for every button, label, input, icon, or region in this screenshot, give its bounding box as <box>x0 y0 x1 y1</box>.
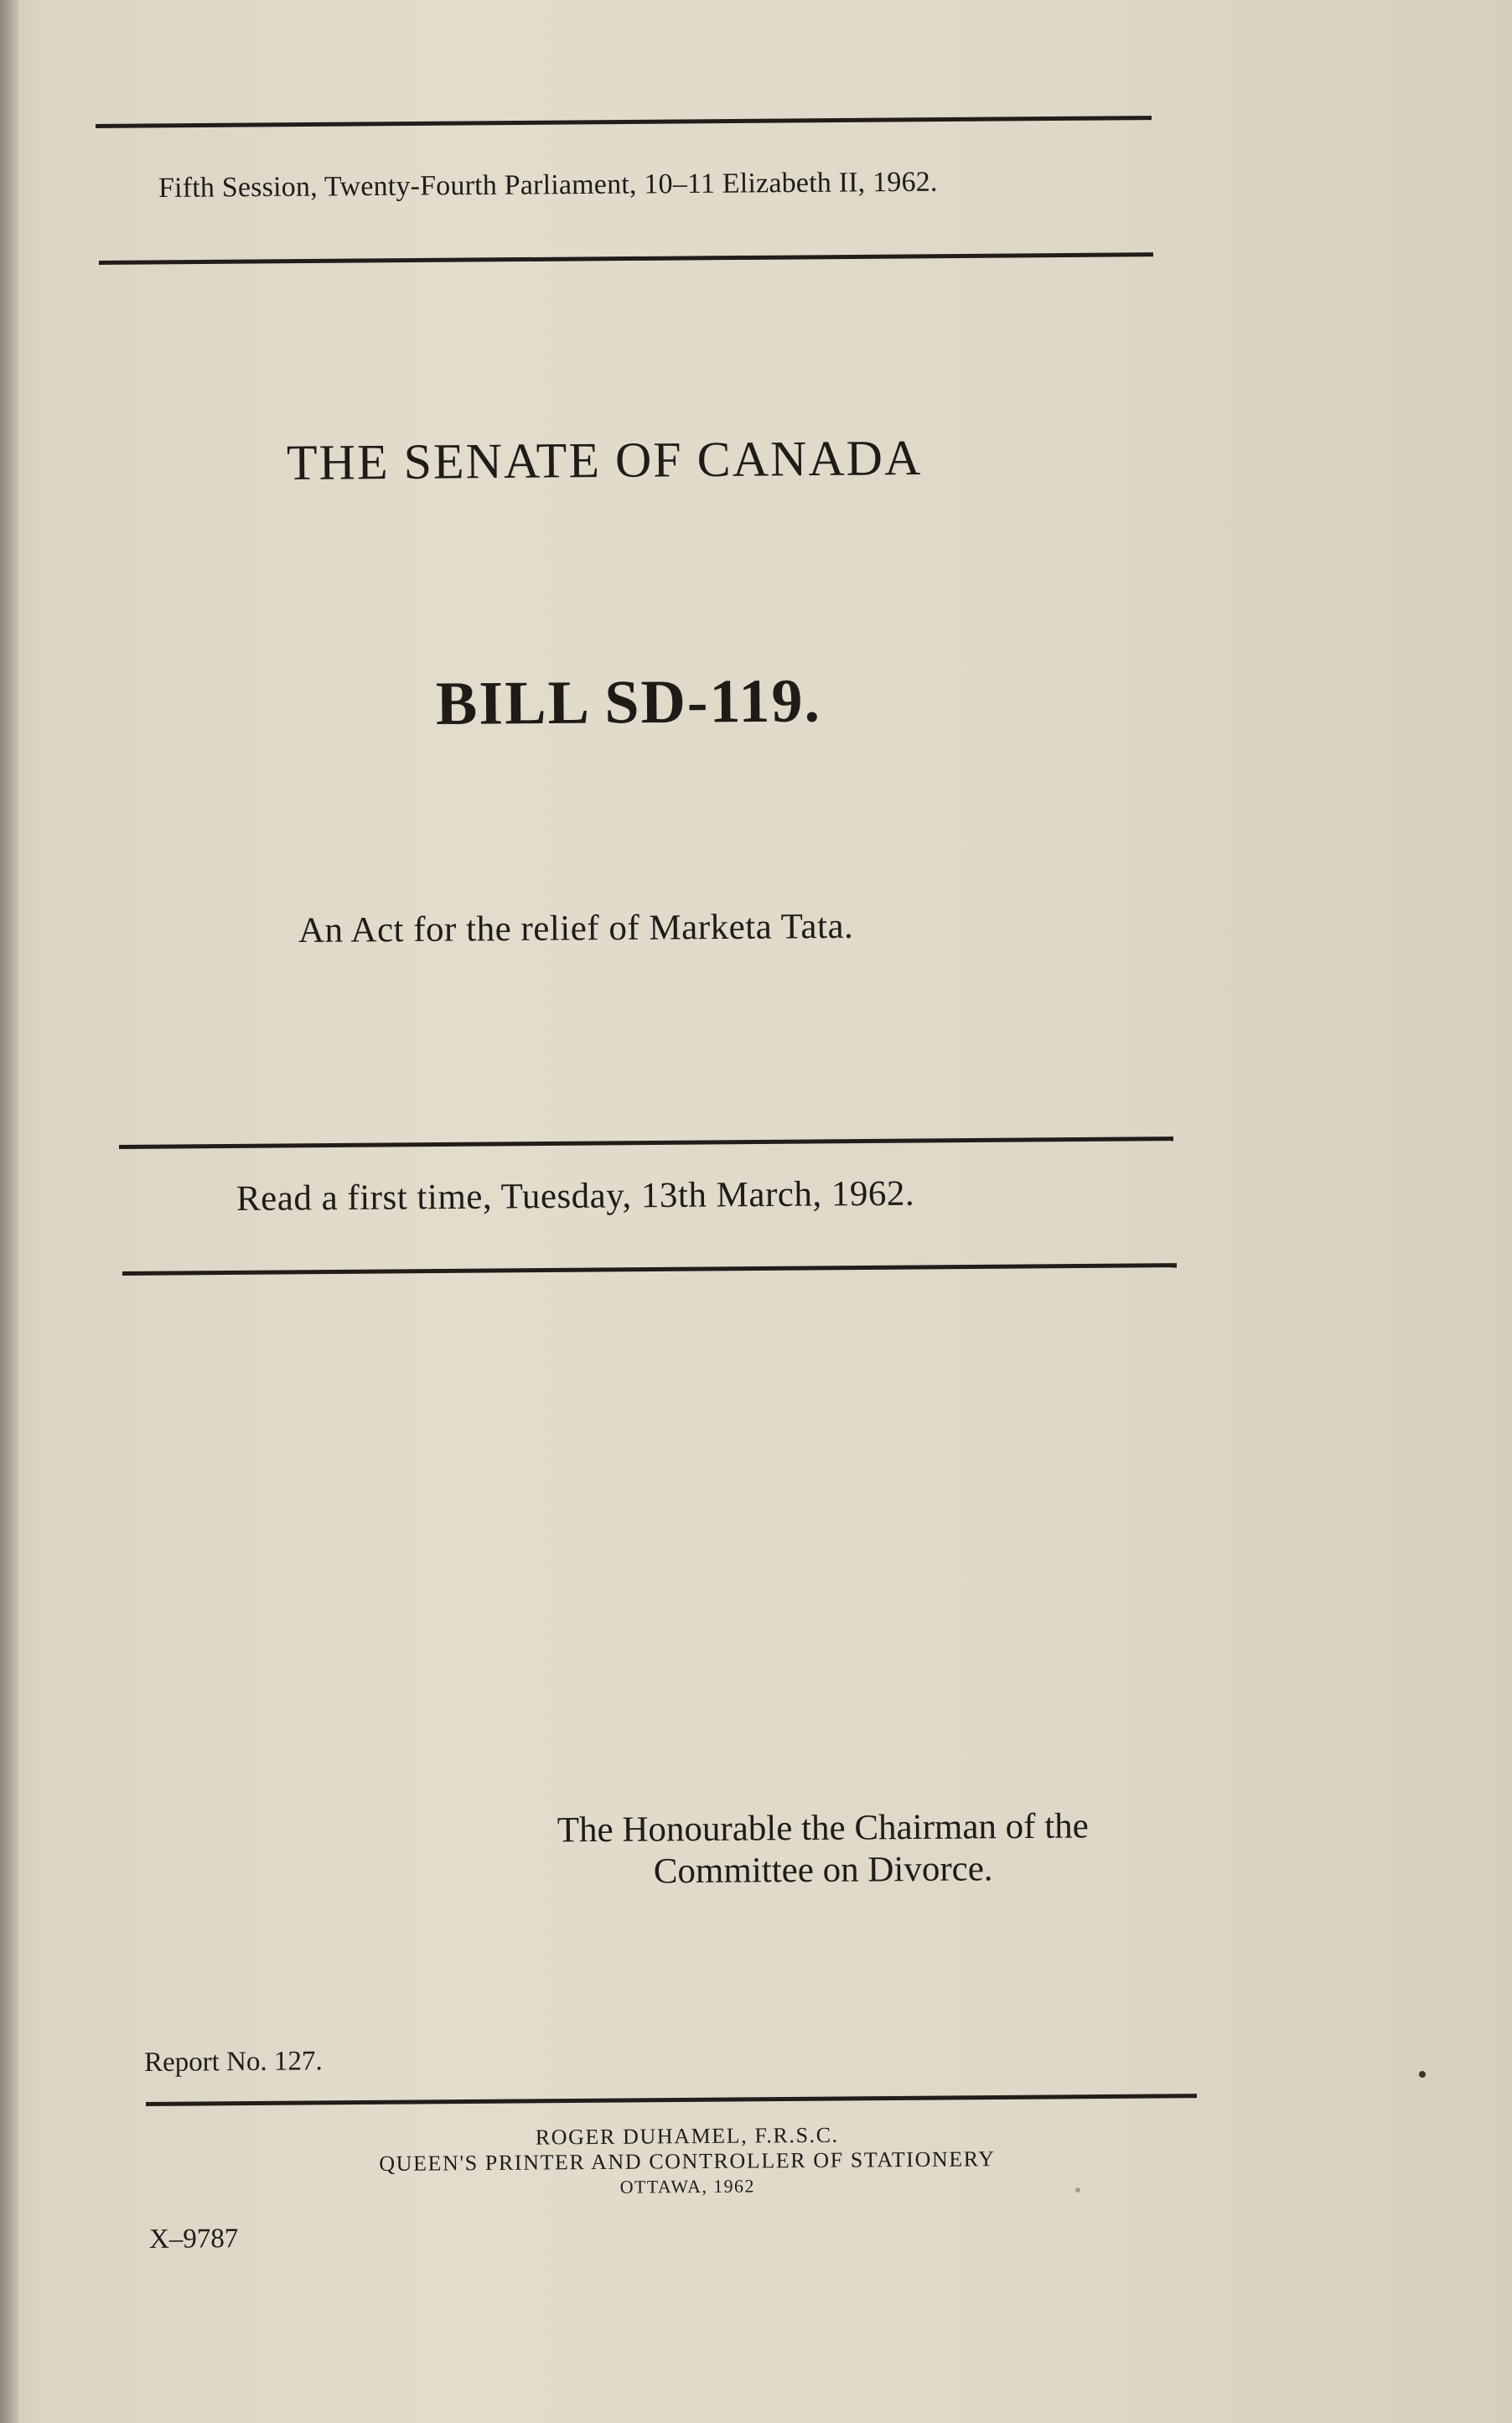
sponsor-line-2: Committee on Divorce. <box>653 1849 993 1892</box>
senate-title: THE SENATE OF CANADA <box>286 430 923 490</box>
bill-number: BILL SD-119. <box>435 666 822 738</box>
printer-place: OTTAWA, 1962 <box>619 2175 755 2198</box>
header-top-rule <box>96 116 1152 128</box>
session-line: Fifth Session, Twenty-Fourth Parliament, 10–11 Elizabeth II, 1962. <box>158 166 938 204</box>
footer-rule <box>146 2094 1197 2106</box>
printer-name: ROGER DUHAMEL, F.R.S.C. <box>535 2122 839 2150</box>
sponsor-line-1: The Honourable the Chairman of the <box>557 1806 1089 1851</box>
first-reading-line: Read a first time, Tuesday, 13th March, 1962. <box>236 1173 915 1219</box>
report-number: Report No. 127. <box>143 2046 323 2078</box>
reading-top-rule <box>119 1136 1173 1149</box>
paper-speck <box>1419 2071 1426 2078</box>
document-code: X–9787 <box>148 2224 239 2255</box>
printer-imprint <box>277 2120 1099 2203</box>
header-bottom-rule <box>99 252 1153 265</box>
page-binding-edge <box>0 0 18 2423</box>
sponsor-block <box>488 1805 1159 1894</box>
paper-speck <box>1075 2187 1080 2193</box>
printer-title: QUEEN'S PRINTER AND CONTROLLER OF STATIONERY <box>379 2146 996 2177</box>
reading-bottom-rule <box>122 1263 1177 1276</box>
bill-act-title: An Act for the relief of Marketa Tata. <box>298 906 854 950</box>
